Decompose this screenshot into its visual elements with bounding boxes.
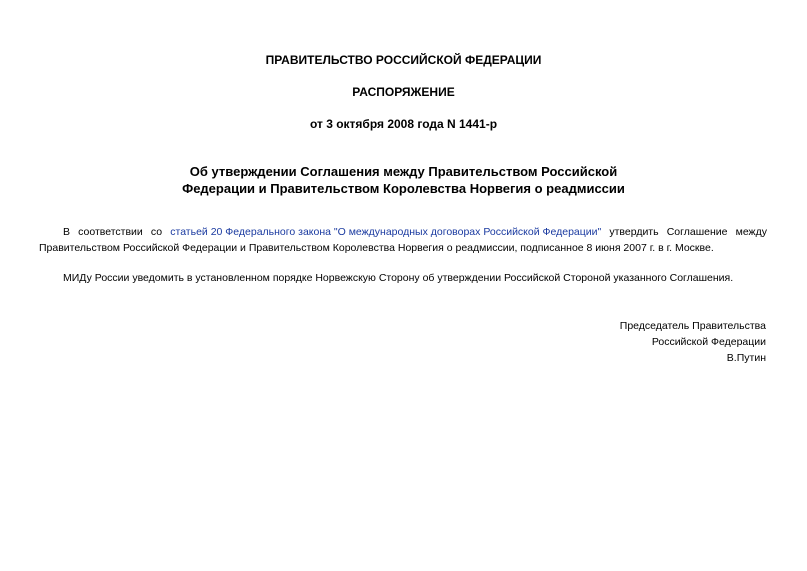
federal-law-link[interactable]: статьей 20 Федерального закона "О международных договорах Российской Федерации" [170, 226, 602, 238]
paragraph-approval [39, 224, 767, 256]
word: Соглашение [666, 226, 728, 238]
subject-line-2: Федерации и Правительством Королевства Норвегия о реадмиссии [182, 181, 625, 196]
issuing-authority: ПРАВИТЕЛЬСТВО РОССИЙСКОЙ ФЕДЕРАЦИИ [265, 53, 542, 67]
signature-title-line-2: Российской Федерации [651, 336, 766, 348]
signatory-name: В.Путин [726, 352, 766, 364]
document-subject [0, 163, 807, 197]
paragraph-approval-line-2: Правительством Российской Федерации и Правительством Королевства Норвегия о реадмиссии, подписанное 8 июня 2007 г. в г. Москве. [39, 242, 714, 254]
signature-block [620, 318, 766, 366]
paragraph-approval-line-1 [39, 224, 767, 240]
word: со [150, 226, 163, 238]
word: утвердить [609, 226, 659, 238]
document-date-number: от 3 октября 2008 года N 1441-р [309, 117, 498, 131]
document-type: РАСПОРЯЖЕНИЕ [352, 85, 455, 99]
paragraph-notification: МИДу России уведомить в установленном порядке Норвежскую Сторону об утверждении Российской Стороной указанного Соглашения. [63, 272, 734, 284]
signature-title-line-1: Председатель Правительства [619, 320, 766, 332]
word: между [735, 226, 767, 238]
subject-line-1: Об утверждении Соглашения между Правительством Российской [189, 164, 618, 179]
word: В [63, 226, 71, 238]
word: соответствии [78, 226, 143, 238]
